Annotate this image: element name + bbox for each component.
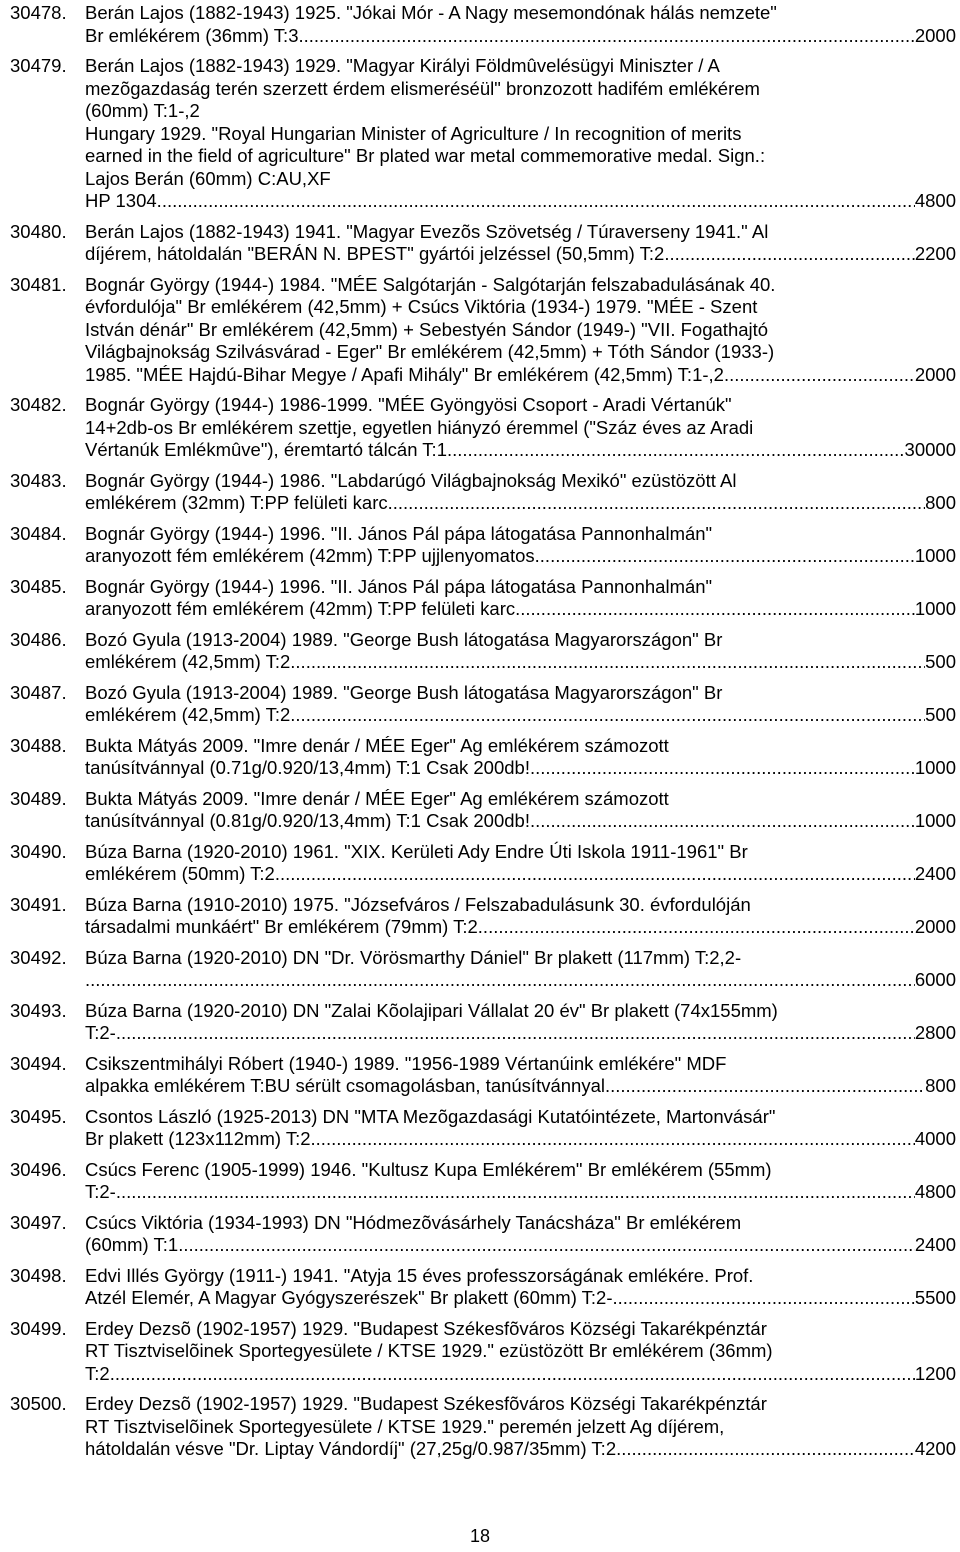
lot-number: 30493.: [10, 999, 67, 1021]
lot-number: 30484.: [10, 522, 67, 544]
description-line: Vértanúk Emlékmûve"), éremtartó tálcán T:1: [85, 439, 447, 460]
price: 30000: [904, 439, 956, 460]
description-line: Berán Lajos (1882-1943) 1925. "Jókai Mór - A Nagy mesemondónak hálás nemzete": [85, 2, 777, 23]
lot-entry: [10, 1053, 956, 1098]
lot-entry: [10, 394, 956, 462]
lot-description: [85, 1053, 956, 1098]
price: 4800: [914, 1181, 956, 1202]
price: 2000: [914, 916, 956, 937]
lot-description: [85, 2, 956, 47]
dot-leader: [724, 364, 915, 387]
lot-entry: [10, 788, 956, 833]
price: 800: [925, 492, 956, 513]
price-line: [85, 1438, 956, 1461]
lot-entry: [10, 629, 956, 674]
lot-entry: [10, 682, 956, 727]
lot-description: [85, 576, 956, 621]
price: 2000: [914, 363, 956, 385]
description-line: Bognár György (1944-) 1996. "II. János Pál pápa látogatása Pannonhalmán": [85, 575, 713, 597]
lot-number: 30488.: [10, 734, 67, 756]
price-line: [85, 25, 956, 48]
lot-description: [85, 735, 956, 780]
description-line: Bukta Mátyás 2009. "Imre denár / MÉE Eger" Ag emlékérem számozott: [85, 734, 669, 756]
description-line: Búza Barna (1920-2010) 1961. "XIX. Kerületi Ady Endre Úti Iskola 1911-1961" Br: [85, 840, 748, 862]
lot-entry: [10, 735, 956, 780]
lot-number: 30497.: [10, 1211, 67, 1233]
price: 6000: [914, 969, 956, 990]
dot-leader: [298, 25, 914, 48]
dot-leader: [530, 757, 915, 780]
lot-entry: [10, 1106, 956, 1151]
description-line: hátoldalán vésve "Dr. Liptay Vándordíj" (27,25g/0.987/35mm) T:2: [85, 1438, 617, 1459]
dot-leader: [110, 1363, 915, 1386]
description-line: tanúsítvánnyal (0.71g/0.920/13,4mm) T:1 Csak 200db!: [85, 757, 530, 778]
lot-entry: [10, 1318, 956, 1386]
description-line: emlékérem (50mm) T:2: [85, 863, 275, 884]
description-line: Csúcs Ferenc (1905-1999) 1946. "Kultusz Kupa Emlékérem" Br emlékérem (55mm): [85, 1158, 772, 1180]
description-line: Búza Barna (1920-2010) DN "Dr. Vörösmarthy Dániel" Br plakett (117mm) T:2,2-: [85, 946, 742, 968]
catalog-page: [10, 2, 956, 1469]
lot-number: 30481.: [10, 273, 67, 295]
description-line: earned in the field of agriculture" Br plated war metal commemorative medal. Sign.:: [85, 145, 766, 166]
dot-leader: [311, 1128, 915, 1151]
description-line: emlékérem (32mm) T:PP felületi karc: [85, 492, 388, 513]
price: 1000: [914, 545, 956, 566]
description-line: Erdey Dezsõ (1902-1957) 1929. "Budapest Székesfõváros Községi Takarékpénztár: [85, 1393, 767, 1414]
dot-leader: [478, 916, 915, 939]
lot-number: 30479.: [10, 55, 67, 76]
dot-leader: [613, 1287, 915, 1310]
price: 5500: [914, 1287, 956, 1308]
dot-leader: [116, 1022, 915, 1045]
description-line: (60mm) T:1: [85, 1234, 179, 1255]
description-line: T:2-: [85, 1022, 116, 1043]
lot-number: 30498.: [10, 1264, 67, 1286]
description-line: Bognár György (1944-) 1986. "Labdarúgó Világbajnokság Mexikó" ezüstözött Al: [85, 469, 737, 491]
lot-number: 30491.: [10, 893, 67, 915]
lot-description: [85, 1318, 956, 1386]
price-line: [85, 439, 956, 462]
price-line: [85, 651, 956, 674]
price-line: [85, 704, 956, 727]
dot-leader: [290, 704, 925, 727]
description-line: emlékérem (42,5mm) T:2: [85, 704, 291, 725]
lot-entry: [10, 947, 956, 992]
dot-leader: [162, 190, 915, 213]
price-line: [85, 1287, 956, 1310]
description-line: Bozó Gyula (1913-2004) 1989. "George Bush látogatása Magyarországon" Br: [85, 681, 723, 703]
price-line: [85, 1363, 956, 1386]
description-line: díjérem, hátoldalán "BERÁN N. BPEST" gyártói jelzéssel (50,5mm) T:2: [85, 243, 665, 264]
price-line: [85, 545, 956, 568]
lot-number: 30486.: [10, 628, 67, 650]
lot-number: 30478.: [10, 2, 67, 23]
lot-number: 30489.: [10, 787, 67, 809]
price-line: [85, 969, 956, 992]
description-line: Br plakett (123x112mm) T:2: [85, 1128, 311, 1149]
description-line: Lajos Berán (60mm) C:AU,XF: [85, 167, 331, 189]
price-line: [85, 1128, 956, 1151]
lot-number: 30492.: [10, 946, 67, 968]
lot-entry: [10, 1212, 956, 1257]
price-line: [85, 1181, 956, 1204]
description-line: Bozó Gyula (1913-2004) 1989. "George Bush látogatása Magyarországon" Br: [85, 628, 723, 650]
price: 2400: [914, 863, 956, 884]
lot-number: 30483.: [10, 469, 67, 491]
lot-description: [85, 221, 956, 266]
dot-leader: [85, 969, 915, 992]
lot-description: [85, 1106, 956, 1151]
description-line: társadalmi munkáért" Br emlékérem (79mm) T:2: [85, 916, 478, 937]
lot-description: [85, 947, 956, 992]
description-line: Bognár György (1944-) 1996. "II. János Pál pápa látogatása Pannonhalmán": [85, 522, 713, 544]
description-line: aranyozott fém emlékérem (42mm) T:PP ujjlenyomatos: [85, 545, 535, 566]
lot-description: [85, 1393, 956, 1461]
lot-entry: [10, 1393, 956, 1461]
dot-leader: [664, 243, 915, 266]
lot-entry: [10, 841, 956, 886]
price-line: [85, 190, 956, 213]
lot-number: 30490.: [10, 840, 67, 862]
lot-number: 30480.: [10, 220, 67, 242]
description-line: Csontos László (1925-2013) DN "MTA Mezõgazdasági Kutatóintézete, Martonvásár": [85, 1105, 776, 1127]
lot-entry: [10, 1265, 956, 1310]
lot-description: [85, 841, 956, 886]
description-line: Bognár György (1944-) 1984. "MÉE Salgótarján - Salgótarján felszabadulásának 40.: [85, 273, 776, 295]
lot-number: 30499.: [10, 1317, 67, 1339]
price: 800: [925, 1075, 956, 1096]
price: 4800: [914, 190, 956, 211]
lot-entry: [10, 1159, 956, 1204]
price: 2400: [914, 1234, 956, 1255]
lot-entry: [10, 274, 956, 387]
price: 1200: [914, 1362, 956, 1384]
lot-number: 30482.: [10, 394, 67, 415]
description-line: Búza Barna (1910-2010) 1975. "Józsefváros / Felszabadulásunk 30. évfordulóján: [85, 893, 751, 915]
dot-leader: [290, 651, 925, 674]
description-line: Csúcs Viktória (1934-1993) DN "Hódmezõvásárhely Tanácsháza" Br emlékérem: [85, 1211, 742, 1233]
price-line: [85, 1022, 956, 1045]
lot-entry: [10, 55, 956, 213]
description-line: 14+2db-os Br emlékérem szettje, egyetlen hiányzó éremmel ("Száz éves az Aradi: [85, 416, 754, 438]
description-line: HP 1304.: [85, 190, 162, 211]
description-line: Br emlékérem (36mm) T:3: [85, 24, 299, 46]
lot-entry: [10, 523, 956, 568]
dot-leader: [515, 598, 915, 621]
description-line: (60mm) T:1-,2: [85, 100, 200, 121]
lot-description: [85, 629, 956, 674]
price: 500: [925, 704, 956, 725]
lot-description: [85, 682, 956, 727]
price: 1000: [914, 598, 956, 619]
description-line: Búza Barna (1920-2010) DN "Zalai Kõolajipari Vállalat 20 év" Br plakett (74x155mm): [85, 999, 778, 1021]
lot-entry: [10, 2, 956, 47]
lot-description: [85, 394, 956, 462]
lot-description: [85, 894, 956, 939]
description-line: Berán Lajos (1882-1943) 1941. "Magyar Evezõs Szövetség / Túraverseny 1941." Al: [85, 220, 769, 242]
description-line: mezõgazdaság terén szerzett érdem elismeréséül" bronzozott hadifém emlékérem: [85, 77, 760, 99]
price-line: [85, 364, 956, 387]
dot-leader: [447, 439, 905, 462]
price: 2800: [914, 1022, 956, 1043]
lot-entry: [10, 576, 956, 621]
price: 4200: [914, 1438, 956, 1459]
price: 2200: [914, 243, 956, 264]
description-line: Bukta Mátyás 2009. "Imre denár / MÉE Eger" Ag emlékérem számozott: [85, 787, 669, 809]
lot-entry: [10, 1000, 956, 1045]
price-line: [85, 757, 956, 780]
lot-description: [85, 1212, 956, 1257]
lot-description: [85, 788, 956, 833]
dot-leader: [178, 1234, 915, 1257]
price-line: [85, 492, 956, 515]
lot-description: [85, 1265, 956, 1310]
price: 4000: [914, 1128, 956, 1149]
lot-entry: [10, 470, 956, 515]
dot-leader: [530, 810, 915, 833]
lot-description: [85, 523, 956, 568]
lot-entry: [10, 221, 956, 266]
lot-description: [85, 1159, 956, 1204]
price-line: [85, 1234, 956, 1257]
price-line: [85, 916, 956, 939]
lot-description: [85, 1000, 956, 1045]
price: 1000: [914, 757, 956, 778]
description-line: T:2-: [85, 1181, 116, 1202]
price-line: [85, 863, 956, 886]
lot-number: 30487.: [10, 681, 67, 703]
price: 1000: [914, 810, 956, 831]
description-line: István dénár" Br emlékérem (42,5mm) + Sebestyén Sándor (1949-) "VII. Fogathajtó: [85, 318, 769, 340]
description-line: RT Tisztviselõinek Sportegyesülete / KTSE 1929." ezüstözött Br emlékérem (36mm): [85, 1340, 773, 1361]
lot-number: 30494.: [10, 1052, 67, 1074]
lot-description: [85, 274, 956, 387]
description-line: Hungary 1929. "Royal Hungarian Minister of Agriculture / In recognition of merits: [85, 122, 742, 144]
description-line: RT Tisztviselõinek Sportegyesülete / KTSE 1929." peremén jelzett Ag díjérem,: [85, 1415, 725, 1437]
price-line: [85, 810, 956, 833]
description-line: aranyozott fém emlékérem (42mm) T:PP felületi karc: [85, 598, 516, 619]
lot-description: [85, 55, 956, 213]
lot-number: 30500.: [10, 1393, 67, 1414]
description-line: tanúsítvánnyal (0.81g/0.920/13,4mm) T:1 Csak 200db!: [85, 810, 530, 831]
lot-number: 30496.: [10, 1158, 67, 1180]
dot-leader: [116, 1181, 915, 1204]
price-line: [85, 1075, 956, 1098]
description-line: T:2: [85, 1362, 110, 1384]
description-line: Világbajnokság Szilvásvárad - Eger" Br emlékérem (42,5mm) + Tóth Sándor (1933-): [85, 341, 775, 362]
description-line: Edvi Illés György (1911-) 1941. "Atyja 15 éves professzorságának emlékére. Prof.: [85, 1264, 754, 1286]
page-number: 18: [469, 1526, 491, 1546]
description-line: Berán Lajos (1882-1943) 1929. "Magyar Királyi Földmûvelésügyi Miniszter / A: [85, 55, 720, 76]
dot-leader: [388, 492, 926, 515]
lot-number: 30485.: [10, 575, 67, 597]
dot-leader: [605, 1075, 925, 1098]
description-line: évfordulója" Br emlékérem (42,5mm) + Csúcs Viktória (1934-) 1979. "MÉE - Szent: [85, 296, 758, 317]
lot-number: 30495.: [10, 1105, 67, 1127]
price: 2000: [914, 24, 956, 46]
price-line: [85, 243, 956, 266]
description-line: Atzél Elemér, A Magyar Gyógyszerészek" Br plakett (60mm) T:2-: [85, 1287, 613, 1308]
description-line: alpakka emlékérem T:BU sérült csomagolásban, tanúsítvánnyal: [85, 1075, 605, 1096]
price-line: [85, 598, 956, 621]
price: 500: [925, 651, 956, 672]
description-line: Erdey Dezsõ (1902-1957) 1929. "Budapest Székesfõváros Községi Takarékpénztár: [85, 1317, 767, 1339]
dot-leader: [275, 863, 915, 886]
lot-description: [85, 470, 956, 515]
lot-entry: [10, 894, 956, 939]
dot-leader: [616, 1438, 915, 1461]
description-line: Bognár György (1944-) 1986-1999. "MÉE Gyöngyösi Csoport - Aradi Vértanúk": [85, 394, 732, 415]
description-line: emlékérem (42,5mm) T:2: [85, 651, 291, 672]
description-line: Csikszentmihályi Róbert (1940-) 1989. "1956-1989 Vértanúink emlékére" MDF: [85, 1052, 727, 1074]
dot-leader: [535, 545, 915, 568]
description-line: 1985. "MÉE Hajdú-Bihar Megye / Apafi Mihály" Br emlékérem (42,5mm) T:1-,2: [85, 363, 724, 385]
